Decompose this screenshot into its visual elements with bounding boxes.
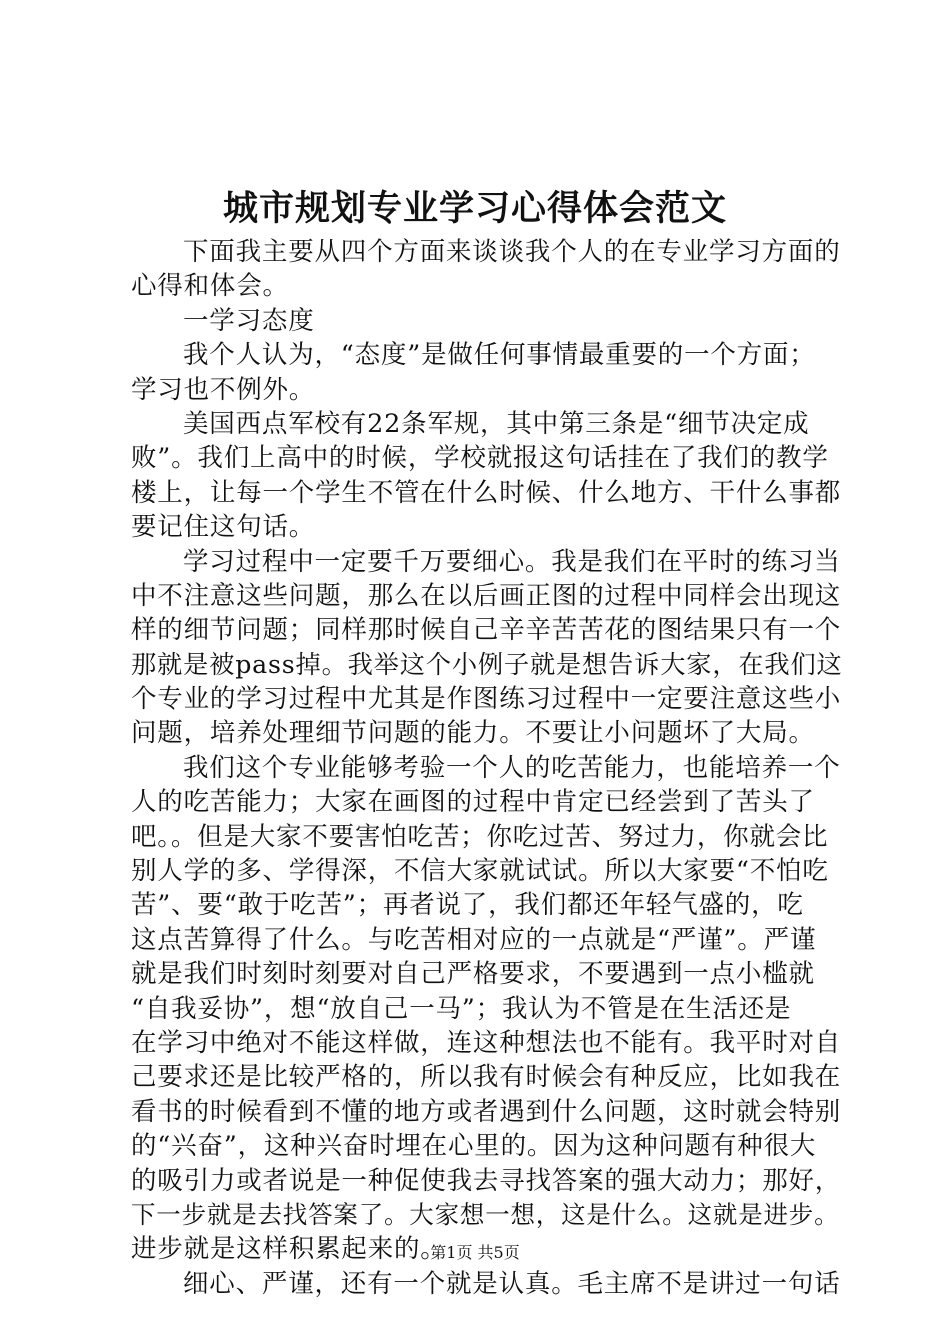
text-line: 样的细节问题；同样那时候自己辛辛苦苦花的图结果只有一个 bbox=[131, 615, 842, 646]
text-line: 吧。。但是大家不要害怕吃苦；你吃过苦、努过力，你就会比 bbox=[131, 821, 829, 852]
text-line: 进步就是这样积累起来的。 bbox=[131, 1234, 447, 1265]
text-line: 人的吃苦能力；大家在画图的过程中肯定已经尝到了苦头了 bbox=[131, 787, 815, 818]
text-line: 下面我主要从四个方面来谈谈我个人的在专业学习方面的 bbox=[183, 237, 841, 267]
document-title: 城市规划专业学习心得体会范文 bbox=[222, 188, 727, 229]
text-line: “自我妥协”，想“放自己一马”；我认为不管是在生活还是 bbox=[131, 993, 792, 1024]
text-line: 我们这个专业能够考验一个人的吃苦能力，也能培养一个 bbox=[183, 752, 841, 783]
text-line: 在学习中绝对不能这样做，连这种想法也不能有。我平时对自 bbox=[131, 1027, 842, 1058]
text-line: 的“兴奋”，这种兴奋时埋在心里的。因为这种问题有种很大 bbox=[131, 1131, 817, 1162]
text-line: 苦”、要“敢于吃苦”；再者说了，我们都还年轻气盛的，吃 bbox=[131, 890, 804, 921]
text-line: 我个人认为，“态度”是做任何事情最重要的一个方面； bbox=[183, 340, 816, 371]
text-line: 细心、严谨，还有一个就是认真。毛主席不是讲过一句话 bbox=[183, 1268, 841, 1299]
text-line: 败”。我们上高中的时候，学校就报这句话挂在了我们的教学 bbox=[131, 443, 829, 474]
text-line: 中不注意这些问题，那么在以后画正图的过程中同样会出现这 bbox=[131, 580, 842, 611]
text-line: 己要求还是比较严格的，所以我有时候会有种反应，比如我在 bbox=[131, 1062, 842, 1093]
text-line: 楼上，让每一个学生不管在什么时候、什么地方、干什么事都 bbox=[131, 477, 842, 508]
text-line: 一学习态度 bbox=[183, 305, 315, 336]
page-footer: 第1页 共5页 bbox=[430, 1243, 520, 1262]
text-line: 的吸引力或者说是一种促使我去寻找答案的强大动力；那好， bbox=[131, 1165, 842, 1196]
text-line: 看书的时候看到不懂的地方或者遇到什么问题，这时就会特别 bbox=[131, 1096, 842, 1127]
text-line: 心得和体会。 bbox=[131, 271, 289, 302]
text-line: 这点苦算得了什么。与吃苦相对应的一点就是“严谨”。严谨 bbox=[131, 924, 817, 955]
document-body bbox=[131, 235, 843, 1301]
text-line: 学习也不例外。 bbox=[131, 374, 316, 405]
text-line: 别人学的多、学得深，不信大家就试试。所以大家要“不怕吃 bbox=[131, 856, 829, 887]
text-line: 学习过程中一定要千万要细心。我是我们在平时的练习当 bbox=[183, 546, 841, 577]
text-line: 问题，培养处理细节问题的能力。不要让小问题坏了大局。 bbox=[131, 718, 815, 749]
text-line: 就是我们时刻时刻要对自己严格要求，不要遇到一点小槛就 bbox=[131, 959, 815, 990]
text-line: 美国西点军校有22条军规，其中第三条是“细节决定成 bbox=[183, 408, 810, 439]
text-line: 要记住这句话。 bbox=[131, 512, 316, 543]
text-line: 个专业的学习过程中尤其是作图练习过程中一定要注意这些小 bbox=[131, 684, 842, 715]
text-line: 那就是被pass掉。我举这个小例子就是想告诉大家，在我们这 bbox=[131, 649, 843, 679]
text-line: 下一步就是去找答案了。大家想一想，这是什么。这就是进步。 bbox=[131, 1199, 840, 1229]
